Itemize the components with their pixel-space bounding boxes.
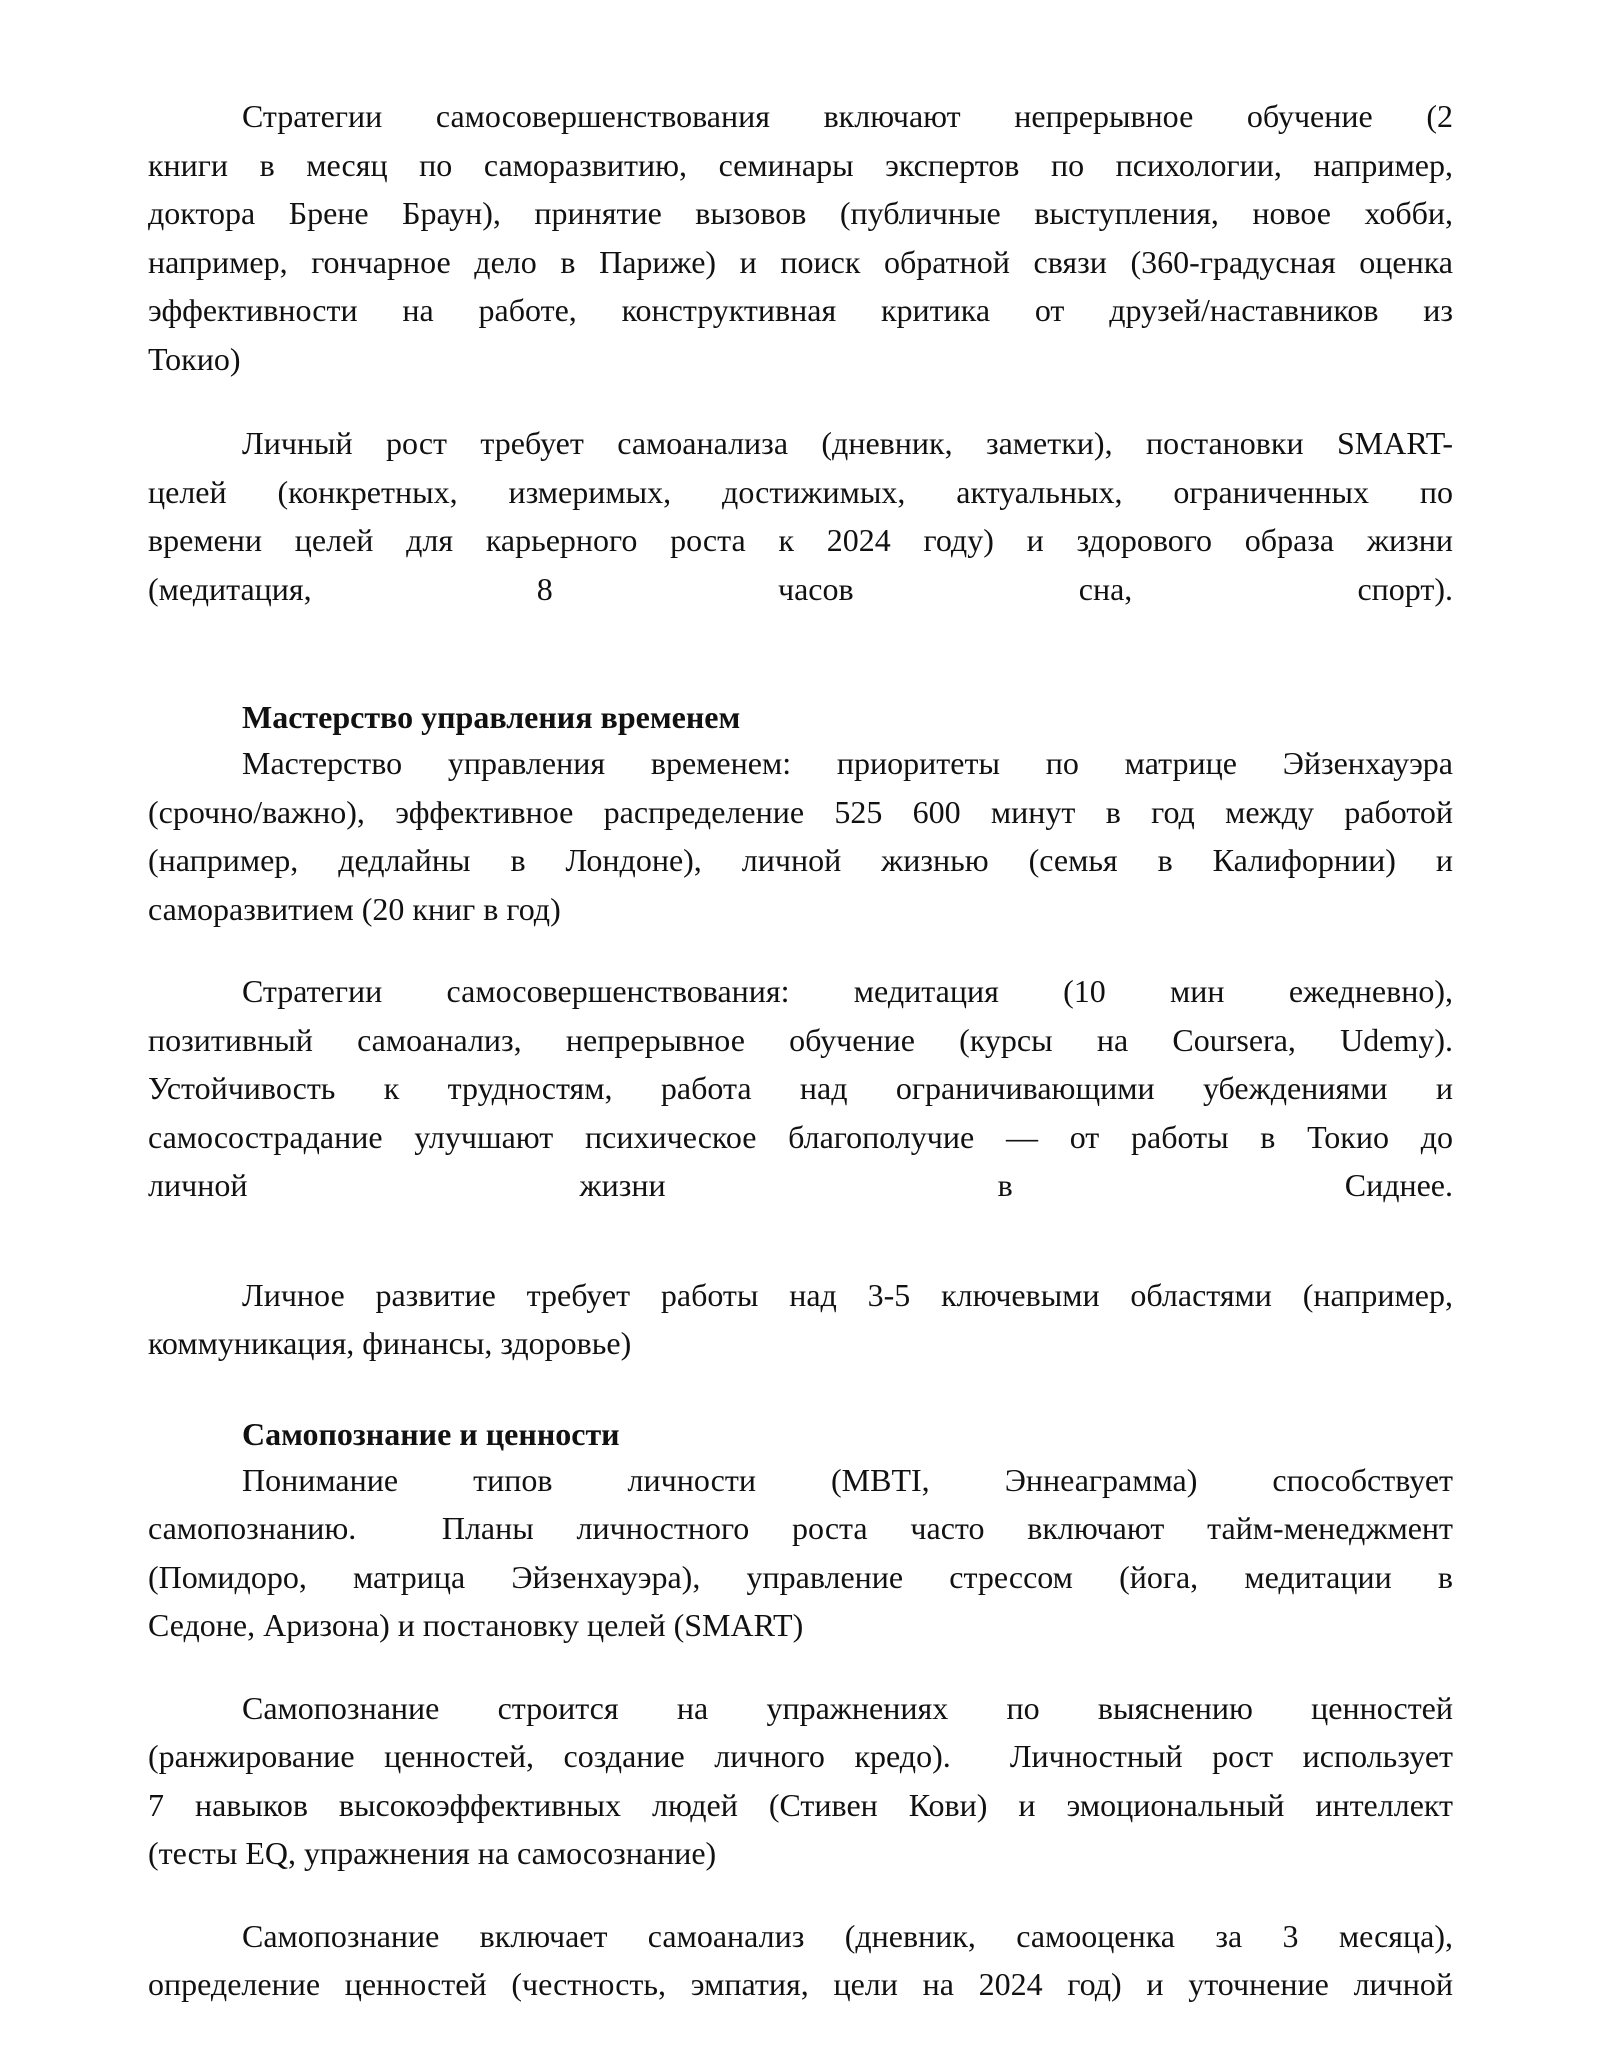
paragraph-2-line: времени целей для карьерного роста к 2024 году) и здорового образа жизни bbox=[148, 522, 1453, 558]
paragraph-6 bbox=[148, 1456, 1453, 1650]
paragraph-3 bbox=[148, 739, 1453, 933]
paragraph-2-line: Личный рост требует самоанализа (дневник, заметки), постановки SMART- bbox=[242, 425, 1453, 461]
paragraph-6-line: самопознанию. Планы личностного роста часто включают тайм-менеджмент bbox=[148, 1510, 1453, 1546]
paragraph-8 bbox=[148, 1912, 1453, 2009]
paragraph-4-line: Устойчивость к трудностям, работа над ограничивающими убеждениями и bbox=[148, 1070, 1453, 1106]
paragraph-3-line: Мастерство управления временем: приоритеты по матрице Эйзенхауэра bbox=[242, 745, 1453, 781]
paragraph-7-line: 7 навыков высокоэффективных людей (Стивен Кови) и эмоциональный интеллект bbox=[148, 1786, 1453, 1823]
paragraph-7-line: Самопознание строится на упражнениях по выяснению ценностей bbox=[242, 1689, 1453, 1726]
paragraph-1-line: Токио) bbox=[148, 340, 241, 377]
paragraph-5 bbox=[148, 1271, 1453, 1368]
paragraph-3-line: саморазвитием (20 книг в год) bbox=[148, 890, 561, 927]
paragraph-6-line: Понимание типов личности (MBTI, Эннеаграмма) способствует bbox=[242, 1461, 1453, 1498]
paragraph-1 bbox=[148, 92, 1453, 383]
paragraph-4 bbox=[148, 967, 1453, 1210]
paragraph-7-line: (ранжирование ценностей, создание личного кредо). Личностный рост использует bbox=[148, 1738, 1453, 1774]
paragraph-4-line: самосострадание улучшают психическое благополучие — от работы в Токио до bbox=[148, 1118, 1453, 1155]
section-heading-self-knowledge: Самопознание и ценности bbox=[242, 1415, 620, 1452]
paragraph-4-line: позитивный самоанализ, непрерывное обучение (курсы на Coursera, Udemy). bbox=[148, 1021, 1453, 1058]
paragraph-5-line: Личное развитие требует работы над 3-5 ключевыми областями (например, bbox=[242, 1276, 1453, 1313]
paragraph-2-line: (медитация, 8 часов сна, спорт). bbox=[148, 570, 1453, 607]
paragraph-1-line: Стратегии самосовершенствования включают непрерывное обучение (2 bbox=[242, 98, 1453, 134]
paragraph-2 bbox=[148, 419, 1453, 613]
paragraph-3-line: (например, дедлайны в Лондоне), личной жизнью (семья в Калифорнии) и bbox=[148, 842, 1453, 878]
paragraph-2-line: целей (конкретных, измеримых, достижимых, актуальных, ограниченных по bbox=[148, 473, 1453, 510]
document-page bbox=[148, 92, 1453, 2009]
paragraph-3-line: (срочно/важно), эффективное распределение 525 600 минут в год между работой bbox=[148, 793, 1453, 830]
section-heading-time-management: Мастерство управления временем bbox=[242, 699, 741, 735]
paragraph-1-line: доктора Брене Браун), принятие вызовов (публичные выступления, новое хобби, bbox=[148, 195, 1453, 231]
paragraph-6-line: (Помидоро, матрица Эйзенхауэра), управление стрессом (йога, медитации в bbox=[148, 1558, 1453, 1595]
paragraph-1-line: например, гончарное дело в Париже) и поиск обратной связи (360-градусная оценка bbox=[148, 243, 1453, 280]
paragraph-1-line: эффективности на работе, конструктивная критика от друзей/наставников из bbox=[148, 292, 1453, 328]
paragraph-5-line: коммуникация, финансы, здоровье) bbox=[148, 1325, 632, 1361]
paragraph-7 bbox=[148, 1684, 1453, 1878]
paragraph-6-line: Седоне, Аризона) и постановку целей (SMART) bbox=[148, 1607, 804, 1643]
paragraph-7-line: (тесты EQ, упражнения на самосознание) bbox=[148, 1835, 717, 1871]
paragraph-4-line: Стратегии самосовершенствования: медитация (10 мин ежедневно), bbox=[242, 973, 1453, 1009]
paragraph-4-line: личной жизни в Сиднее. bbox=[148, 1167, 1453, 1203]
paragraph-8-line: определение ценностей (честность, эмпатия, цели на 2024 год) и уточнение личной bbox=[148, 1966, 1453, 2002]
paragraph-8-line: Самопознание включает самоанализ (дневник, самооценка за 3 месяца), bbox=[242, 1917, 1453, 1954]
paragraph-1-line: книги в месяц по саморазвитию, семинары экспертов по психологии, например, bbox=[148, 146, 1453, 183]
